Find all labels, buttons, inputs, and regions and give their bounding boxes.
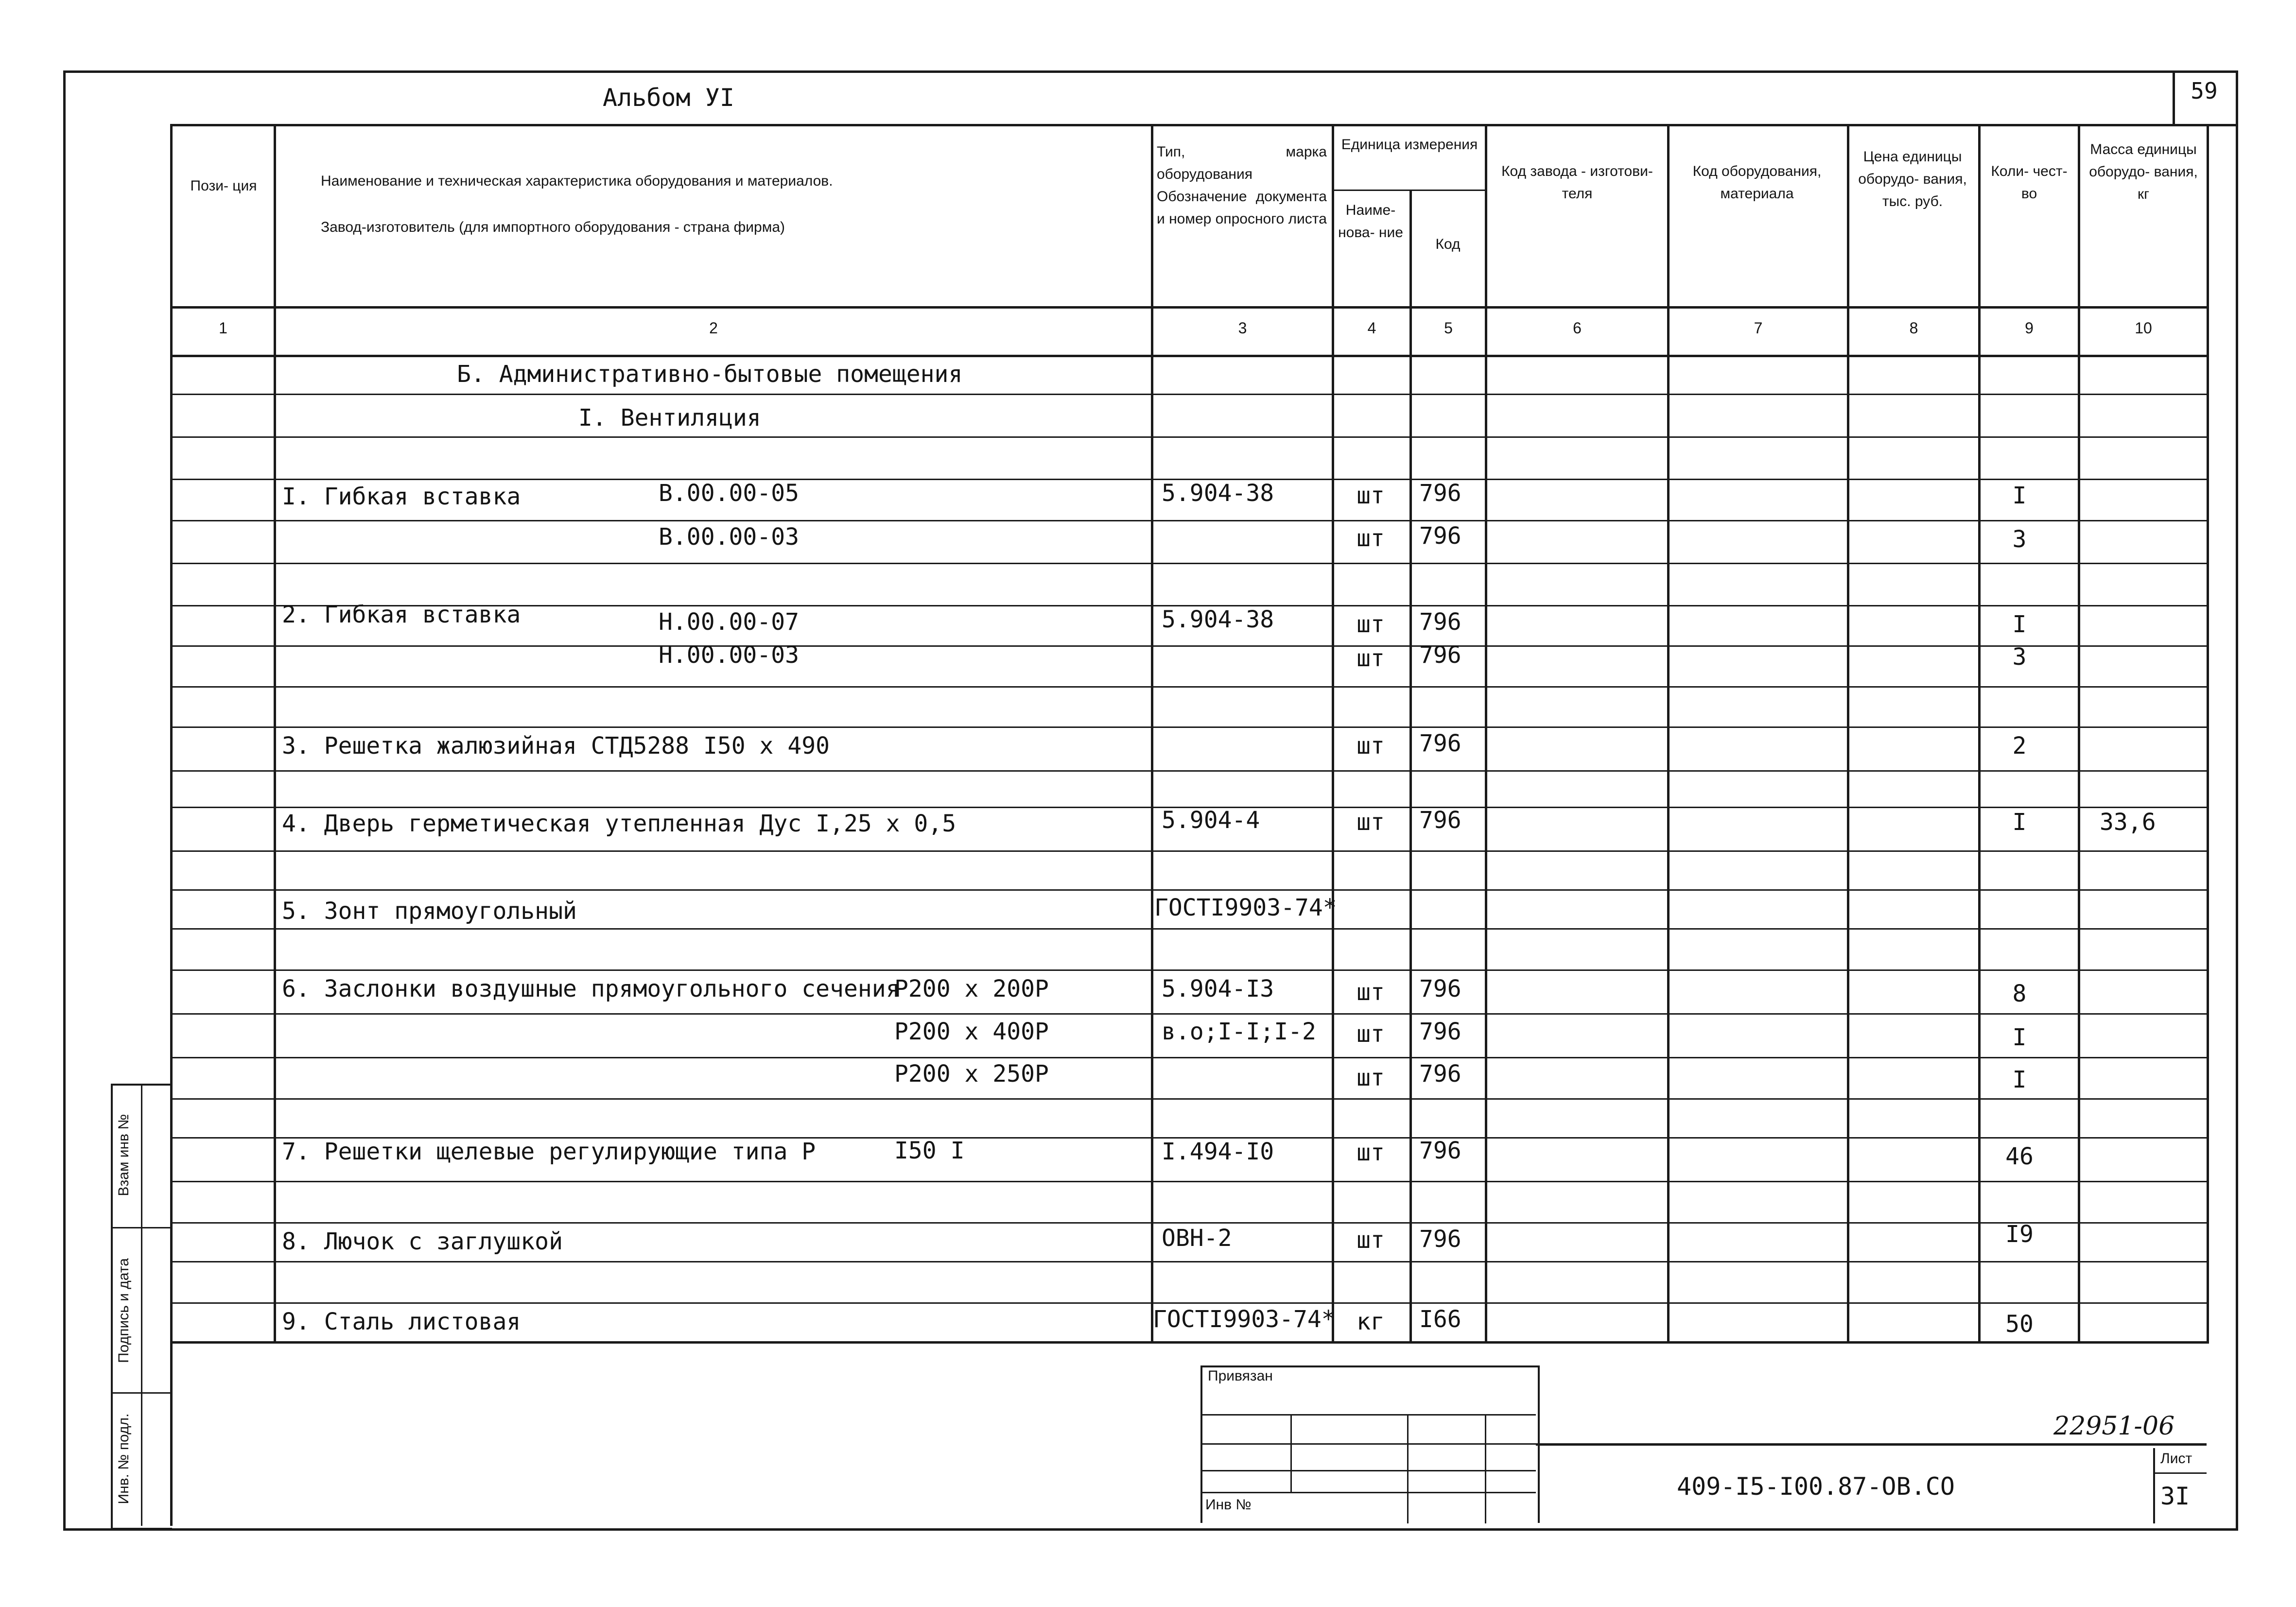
- item-name: 5. Зонт прямоугольный: [282, 898, 577, 925]
- item-quantity: 3: [2012, 526, 2027, 553]
- item-name: 9. Сталь листовая: [282, 1308, 521, 1335]
- item-unit: шт: [1357, 645, 1385, 672]
- sheet-box-divider: [2153, 1472, 2207, 1474]
- item-unit-code: 796: [1419, 522, 1461, 550]
- binding-stamp-label: Привязан: [1208, 1368, 1273, 1384]
- item-unit-code: 796: [1419, 1226, 1461, 1253]
- table-top-border: [170, 124, 2173, 126]
- item-name: 8. Лючок с заглушкой: [282, 1228, 563, 1255]
- item-mark: ГОСТI9903-74*: [1154, 894, 1337, 921]
- stamp-divider: [1407, 1414, 1409, 1523]
- item-quantity: 3: [2012, 643, 2027, 671]
- row-line: [170, 889, 2209, 891]
- item-unit: шт: [1357, 1227, 1385, 1254]
- row-line: [170, 686, 2209, 688]
- item-quantity: I: [2012, 482, 2027, 509]
- colnum-8: 8: [1909, 319, 1918, 337]
- header-unit-name: Наиме- нова- ние: [1338, 202, 1403, 241]
- header-factory-code: Код завода - изготови- теля: [1501, 163, 1653, 202]
- item-unit: шт: [1357, 525, 1385, 552]
- colnum-3: 3: [1238, 319, 1247, 337]
- stamp-divider: [1290, 1414, 1292, 1492]
- stamp-divider: [1485, 1414, 1486, 1523]
- colnum-bottom-line: [170, 355, 2209, 357]
- item-unit-code: 796: [1419, 1060, 1461, 1088]
- row-line: [170, 1261, 2209, 1262]
- item-unit: шт: [1357, 1064, 1385, 1091]
- row-line: [170, 520, 2209, 521]
- colnum-10: 10: [2135, 319, 2152, 337]
- item-quantity: I: [2012, 809, 2027, 836]
- item-quantity: 50: [2005, 1311, 2034, 1338]
- row-line: [170, 850, 2209, 852]
- item-quantity: I9: [2005, 1221, 2034, 1248]
- row-line: [170, 1013, 2209, 1015]
- item-unit-code: 796: [1419, 730, 1461, 757]
- item-mark: ОВН-2: [1162, 1225, 1232, 1252]
- item-unit-code: 796: [1419, 480, 1461, 507]
- header-unit-group: Единица измерения: [1341, 137, 1478, 153]
- header-price: Цена единицы оборудо- вания, тыс. руб.: [1858, 149, 1967, 209]
- item-quantity: I: [2012, 1024, 2027, 1051]
- col-divider-4: [1409, 190, 1412, 1341]
- row-line: [170, 726, 2209, 728]
- item-mark: ГОСТI9903-74*: [1153, 1306, 1336, 1333]
- item-unit: шт: [1357, 611, 1385, 638]
- side-stamp-vzam-inv: Взам инв №: [116, 1114, 132, 1196]
- item-variant: I50 I: [894, 1137, 965, 1164]
- item-unit: кг: [1357, 1308, 1385, 1335]
- item-name: 6. Заслонки воздушные прямоугольного сечения: [282, 975, 900, 1002]
- document-code: 409-I5-I00.87-ОВ.СО: [1677, 1472, 1955, 1501]
- side-stamp-podpis-data: Подпись и дата: [116, 1258, 132, 1363]
- item-variant: В.00.00-05: [659, 480, 799, 507]
- header-unit-code: Код: [1435, 236, 1461, 252]
- unit-group-divider: [1332, 190, 1486, 191]
- row-line: [170, 969, 2209, 971]
- item-quantity: 8: [2012, 980, 2027, 1007]
- item-mark: I.494-I0: [1162, 1138, 1274, 1165]
- item-unit-code: 796: [1419, 1137, 1461, 1164]
- side-stamp-inv-podl: Инв. № подл.: [116, 1413, 132, 1504]
- item-name: 7. Решетки щелевые регулирующие типа Р: [282, 1138, 816, 1165]
- item-quantity: 46: [2005, 1143, 2034, 1170]
- header-name-line1: Наименование и техническая характеристика оборудования и материалов.: [321, 173, 833, 189]
- item-unit: шт: [1357, 1139, 1385, 1166]
- item-unit: шт: [1357, 482, 1385, 509]
- item-variant: Р200 x 250Р: [894, 1060, 1049, 1088]
- item-unit-code: 796: [1419, 608, 1461, 636]
- side-stamp-line: [111, 1227, 170, 1228]
- item-unit: шт: [1357, 809, 1385, 836]
- sheet-number: 3I: [2160, 1482, 2190, 1510]
- item-mark: 5.904-38: [1162, 606, 1274, 633]
- handwritten-number: 22951-06: [2053, 1412, 2175, 1441]
- item-variant: Н.00.00-07: [659, 608, 799, 636]
- header-bottom-line: [170, 306, 2209, 309]
- row-line: [170, 1057, 2209, 1058]
- item-unit: шт: [1357, 732, 1385, 760]
- row-line: [170, 394, 2209, 395]
- side-stamp-divider: [141, 1084, 142, 1526]
- colnum-4: 4: [1367, 319, 1376, 337]
- item-variant: Н.00.00-03: [659, 641, 799, 669]
- item-variant: Р200 x 400Р: [894, 1018, 1049, 1045]
- inv-no-label: Инв №: [1205, 1497, 1252, 1513]
- item-name: 4. Дверь герметическая утепленная Дус I,25 x 0,5: [282, 810, 957, 837]
- item-name: 3. Решетка жалюзийная СТД5288 I50 x 490: [282, 732, 830, 760]
- row-line: [170, 1302, 2209, 1304]
- page-number: 59: [2191, 78, 2218, 104]
- item-unit-code: 796: [1419, 807, 1461, 834]
- colnum-6: 6: [1573, 319, 1582, 337]
- item-unit-code: 796: [1419, 975, 1461, 1002]
- colnum-2: 2: [709, 319, 718, 337]
- item-unit-code: I66: [1419, 1306, 1461, 1333]
- item-quantity: 2: [2012, 732, 2027, 760]
- item-unit: шт: [1357, 1020, 1385, 1048]
- item-variant: Р200 x 200Р: [894, 975, 1049, 1002]
- item-unit: шт: [1357, 979, 1385, 1006]
- header-position: Пози- ция: [190, 178, 257, 194]
- colnum-7: 7: [1754, 319, 1763, 337]
- subsection-title: I. Вентиляция: [578, 404, 761, 432]
- row-line: [170, 563, 2209, 564]
- table-body-bottom: [170, 1341, 2209, 1344]
- colnum-9: 9: [2025, 319, 2034, 337]
- sheet-label: Лист: [2160, 1451, 2192, 1467]
- item-name: I. Гибкая вставка: [282, 483, 521, 510]
- item-quantity: I: [2012, 611, 2027, 638]
- album-title: Альбом УІ: [603, 84, 734, 112]
- row-line: [170, 1181, 2209, 1182]
- item-mark: 5.904-I3: [1162, 975, 1274, 1002]
- item-mark: 5.904-38: [1162, 480, 1274, 507]
- colnum-1: 1: [219, 319, 227, 337]
- row-line: [170, 645, 2209, 647]
- item-variant: В.00.00-03: [659, 523, 799, 551]
- header-quantity: Коли- чест- во: [1991, 163, 2068, 202]
- header-mass: Масса единицы оборудо- вания, кг: [2089, 141, 2198, 202]
- colnum-5: 5: [1444, 319, 1453, 337]
- item-mark: 5.904-4: [1162, 807, 1260, 834]
- row-line: [170, 928, 2209, 930]
- item-mark: в.о;I-I;I-2: [1162, 1018, 1316, 1045]
- item-quantity: I: [2012, 1066, 2027, 1093]
- row-line: [170, 770, 2209, 772]
- section-title: Б. Административно-бытовые помещения: [457, 361, 963, 388]
- titleblock-top: [1536, 1443, 2207, 1446]
- item-unit-code: 796: [1419, 641, 1461, 669]
- item-unit-code: 796: [1419, 1018, 1461, 1045]
- item-name: 2. Гибкая вставка: [282, 601, 521, 628]
- header-type-mark: Тип, марка оборудования Обозначение документа и номер опросного листа: [1157, 144, 1327, 227]
- item-mass: 33,6: [2100, 809, 2156, 836]
- row-line: [170, 436, 2209, 438]
- header-equipment-code: Код оборудования, материала: [1692, 163, 1822, 202]
- row-line: [170, 1098, 2209, 1100]
- header-name-line2: Завод-изготовитель (для импортного оборудования - страна фирма): [321, 219, 785, 235]
